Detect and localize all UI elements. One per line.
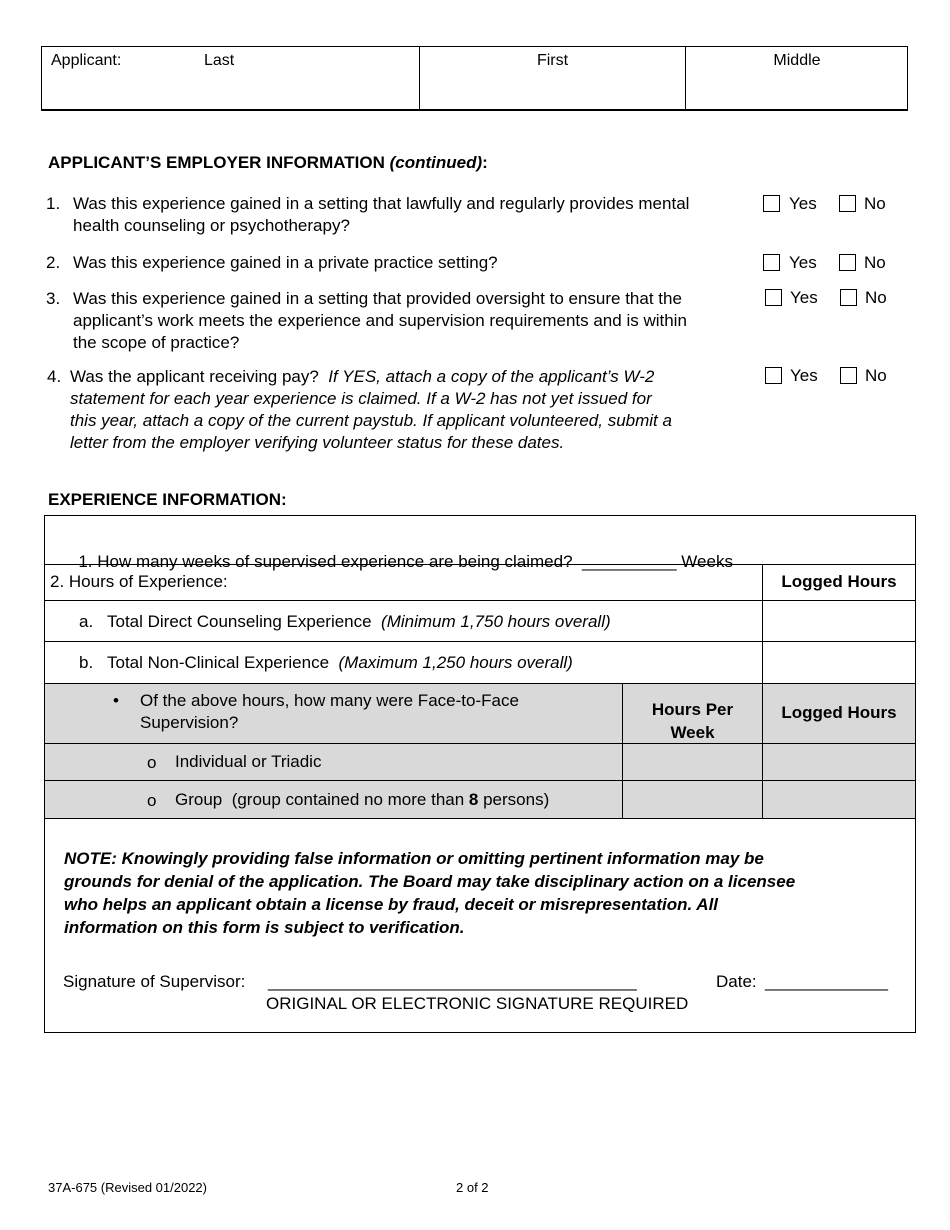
form-number: 37A-675 (Revised 01/2022) [48, 1180, 207, 1195]
note-line: information on this form is subject to verification. [64, 918, 465, 937]
direct-counseling-row [45, 601, 915, 642]
non-clinical-hours-input[interactable] [763, 642, 915, 683]
question-instruction: this year, attach a copy of the current paystub. If applicant volunteered, submit a [70, 411, 672, 430]
sub-bullet: o [147, 753, 157, 772]
hours-per-week-header: Hours Per [651, 700, 734, 719]
yes-label: Yes [789, 194, 817, 213]
yes-label: Yes [790, 366, 818, 385]
question-number: 1. [46, 194, 61, 213]
no-label: No [865, 288, 887, 307]
employer-question-2 [46, 252, 746, 274]
note-line: NOTE: Knowingly providing false information or omitting pertinent information may be [64, 849, 764, 868]
direct-counseling-label: Total Direct Counseling Experience [107, 612, 372, 631]
q1-no-checkbox[interactable] [839, 195, 856, 212]
question-text: applicant’s work meets the experience and supervision requirements and is within [73, 311, 687, 330]
yes-label: Yes [790, 288, 818, 307]
hours-question: 2. Hours of Experience: [50, 572, 228, 591]
employer-question-3 [46, 288, 746, 354]
group-label: Group (group contained no more than [175, 790, 469, 809]
group-label: persons) [478, 790, 550, 809]
logged-hours-header: Logged Hours [781, 572, 897, 591]
non-clinical-label: Total Non-Clinical Experience [107, 653, 330, 672]
question-number: 3. [46, 289, 61, 308]
question-instruction: If YES, attach a copy of the applicant’s W-2 [328, 367, 655, 386]
no-label: No [864, 253, 886, 272]
first-name-cell[interactable] [420, 47, 686, 109]
q2-no-checkbox[interactable] [839, 254, 856, 271]
row-label: a. [79, 612, 94, 631]
question-instruction: letter from the employer verifying volunteer status for these dates. [70, 433, 565, 452]
supervision-label: Supervision? [140, 713, 239, 732]
logged-hours-header: Logged Hours [781, 703, 897, 722]
hours-per-week-header: Week [670, 723, 715, 742]
signature-required-text: ORIGINAL OR ELECTRONIC SIGNATURE REQUIRED [266, 994, 689, 1013]
supervision-label: Of the above hours, how many were Face-to-Face [140, 691, 519, 710]
question-text: Was this experience gained in a private practice setting? [73, 253, 498, 272]
q4-yes-checkbox[interactable] [765, 367, 782, 384]
employer-question-4 [47, 366, 747, 456]
employer-heading-italic: (continued) [389, 153, 483, 172]
q1-yes-checkbox[interactable] [763, 195, 780, 212]
direct-counseling-note: (Minimum 1,750 hours overall) [381, 612, 611, 631]
signature-line[interactable]: _______________________________________ [268, 972, 637, 991]
no-label: No [865, 366, 887, 385]
individual-hours-per-week-input[interactable] [623, 744, 762, 780]
employer-question-1 [46, 193, 746, 239]
experience-section-heading: EXPERIENCE INFORMATION: [48, 490, 287, 509]
yes-label: Yes [789, 253, 817, 272]
middle-label: Middle [773, 52, 821, 69]
applicant-name-table [41, 46, 908, 111]
individual-label: Individual or Triadic [175, 752, 322, 771]
row-label: b. [79, 653, 94, 672]
non-clinical-row [45, 642, 915, 684]
weeks-question: 1. How many weeks of supervised experience are being claimed? [78, 552, 573, 571]
last-name-cell[interactable] [42, 47, 420, 109]
experience-table [44, 515, 916, 1033]
note-paragraph [64, 847, 894, 939]
bullet: • [113, 691, 119, 710]
supervision-row [45, 684, 915, 744]
note-line: grounds for denial of the application. The Board may take disciplinary action on a licensee [64, 872, 796, 891]
question-text: Was this experience gained in a setting that provided oversight to ensure that the [73, 289, 682, 308]
question-text: the scope of practice? [73, 333, 240, 352]
weeks-blank[interactable]: __________ [582, 552, 677, 571]
weeks-row [45, 516, 915, 571]
direct-counseling-hours-input[interactable] [763, 601, 915, 641]
employer-heading-colon: : [482, 153, 488, 172]
signature-label: Signature of Supervisor: [63, 972, 246, 991]
group-hours-per-week-input[interactable] [623, 781, 762, 818]
question-text: Was the applicant receiving pay? [70, 367, 319, 386]
q3-yes-checkbox[interactable] [765, 289, 782, 306]
page-number: 2 of 2 [456, 1180, 489, 1195]
q2-yes-checkbox[interactable] [763, 254, 780, 271]
hours-header-row [45, 565, 915, 601]
non-clinical-note: (Maximum 1,250 hours overall) [338, 653, 573, 672]
individual-logged-hours-input[interactable] [763, 744, 915, 780]
middle-name-cell[interactable] [686, 47, 908, 109]
question-number: 4. [47, 367, 62, 386]
q3-no-checkbox[interactable] [840, 289, 857, 306]
group-row [45, 781, 915, 819]
applicant-label: Applicant: [51, 52, 122, 69]
group-logged-hours-input[interactable] [763, 781, 915, 818]
sub-bullet: o [147, 791, 157, 810]
group-limit: 8 [468, 790, 479, 809]
first-label: First [536, 52, 569, 69]
date-line[interactable]: _____________ [765, 972, 888, 991]
question-instruction: statement for each year experience is claimed. If a W-2 has not yet issued for [70, 389, 652, 408]
q4-no-checkbox[interactable] [840, 367, 857, 384]
question-text: Was this experience gained in a setting that lawfully and regularly provides mental [73, 194, 690, 213]
question-text: health counseling or psychotherapy? [73, 216, 350, 235]
no-label: No [864, 194, 886, 213]
question-number: 2. [46, 253, 61, 272]
individual-row [45, 744, 915, 781]
note-line: who helps an applicant obtain a license by fraud, deceit or misrepresentation. All [64, 895, 719, 914]
last-label: Last [204, 52, 235, 69]
date-label: Date: [716, 972, 757, 991]
weeks-unit: Weeks [681, 552, 733, 571]
employer-section-heading [48, 153, 488, 173]
employer-heading-text: APPLICANT’S EMPLOYER INFORMATION [48, 153, 385, 172]
